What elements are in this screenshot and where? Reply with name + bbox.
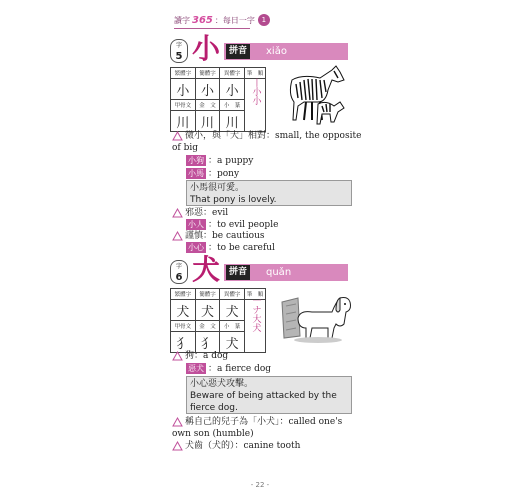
entry-header-xiao <box>170 32 348 65</box>
ancient-glyph: 犬 <box>220 332 245 353</box>
header-number: 365 <box>192 14 213 26</box>
stroke-order: 一 ナ 大 犬 <box>252 297 262 334</box>
dog-illustration <box>278 288 354 344</box>
word-item: 小狗 ：a puppy <box>188 156 254 166</box>
pinyin-band <box>224 43 348 60</box>
form-label: 異體字 <box>220 68 245 79</box>
header-prefix: 讀字 <box>174 15 190 25</box>
word-item: 小人 ：to evil people <box>188 220 279 230</box>
form-label: 繁體字 <box>171 68 196 79</box>
form-glyph: 犬 <box>220 300 245 321</box>
example-zh: 小馬很可愛。 <box>190 183 245 193</box>
form-label: 小 篆 <box>220 100 245 111</box>
form-label: 金 文 <box>195 321 220 332</box>
entry-header-quan <box>170 253 348 286</box>
form-glyph: 犬 <box>171 300 196 321</box>
form-glyph: 小 <box>220 79 245 100</box>
definition-line: 微小，與「大」相對：small, the opposite <box>172 130 361 142</box>
form-label: 金 文 <box>195 100 220 111</box>
definition-line: 邪惡：evil <box>172 207 228 219</box>
entry-index-badge: 字 5 <box>170 39 188 63</box>
form-label: 異體字 <box>220 289 245 300</box>
entry-marker-icon <box>172 351 183 361</box>
definition-line-cont: of big <box>172 143 199 153</box>
entry-character: 小 <box>192 32 221 65</box>
entry-marker-icon <box>172 208 183 218</box>
definition-line-cont: own son (humble) <box>172 429 254 439</box>
definition-line: 謹慎：be cautious <box>172 230 264 242</box>
form-label: 簡體字 <box>195 289 220 300</box>
ancient-glyph: 川 <box>195 111 220 132</box>
entry-character: 犬 <box>192 253 221 286</box>
form-label: 筆 順 <box>245 68 266 79</box>
example-zh: 小心惡犬攻擊。 <box>190 379 254 389</box>
form-label: 甲骨文 <box>171 321 196 332</box>
entry-marker-icon <box>172 441 183 451</box>
pinyin-text: quǎn <box>266 267 292 278</box>
entry-marker-icon <box>172 231 183 241</box>
form-label: 繁體字 <box>171 289 196 300</box>
header-icon: 1 <box>258 14 270 26</box>
form-label: 簡體字 <box>195 68 220 79</box>
word-item: 惡犬 ：a fierce dog <box>188 364 272 374</box>
ancient-glyph: 川 <box>220 111 245 132</box>
word-item: 小馬 ：pony <box>188 169 240 179</box>
running-header <box>174 13 270 27</box>
pinyin-tag: 拼音 <box>226 265 250 280</box>
page-number: - 22 - <box>250 481 270 489</box>
form-label: 小 篆 <box>220 321 245 332</box>
example-box <box>186 180 352 206</box>
definition-line: 稱自己的兒子為「小犬」：called one's <box>172 416 342 428</box>
entry-marker-icon <box>172 417 183 427</box>
definition-line: 犬齒（犬的）：canine tooth <box>172 440 300 452</box>
entry-index-badge: 字 6 <box>170 260 188 284</box>
pinyin-tag: 拼音 <box>226 44 250 59</box>
header-suffix: ：每日一字 <box>214 15 255 25</box>
example-box <box>186 376 352 414</box>
pinyin-text: xiǎo <box>266 46 287 57</box>
example-en: That pony is lovely. <box>190 195 277 205</box>
ancient-glyph: 川 <box>171 111 196 132</box>
form-glyph: 小 <box>195 79 220 100</box>
pinyin-band <box>224 264 348 281</box>
word-item: 小心 ：to be careful <box>188 243 275 253</box>
definition-line: 狗：a dog <box>172 350 228 362</box>
zebra-illustration <box>282 62 350 128</box>
form-label: 甲骨文 <box>171 100 196 111</box>
stroke-order: 丨 小 小 <box>252 79 262 107</box>
header-rule <box>174 28 250 29</box>
ancient-glyph: 犭 <box>171 332 196 353</box>
ancient-glyph: 犭 <box>195 332 220 353</box>
form-label: 筆 順 <box>245 289 266 300</box>
form-glyph: 犬 <box>195 300 220 321</box>
example-en: Beware of being attacked by the fierce dog. <box>190 391 337 413</box>
entry-marker-icon <box>172 131 183 141</box>
form-glyph: 小 <box>171 79 196 100</box>
